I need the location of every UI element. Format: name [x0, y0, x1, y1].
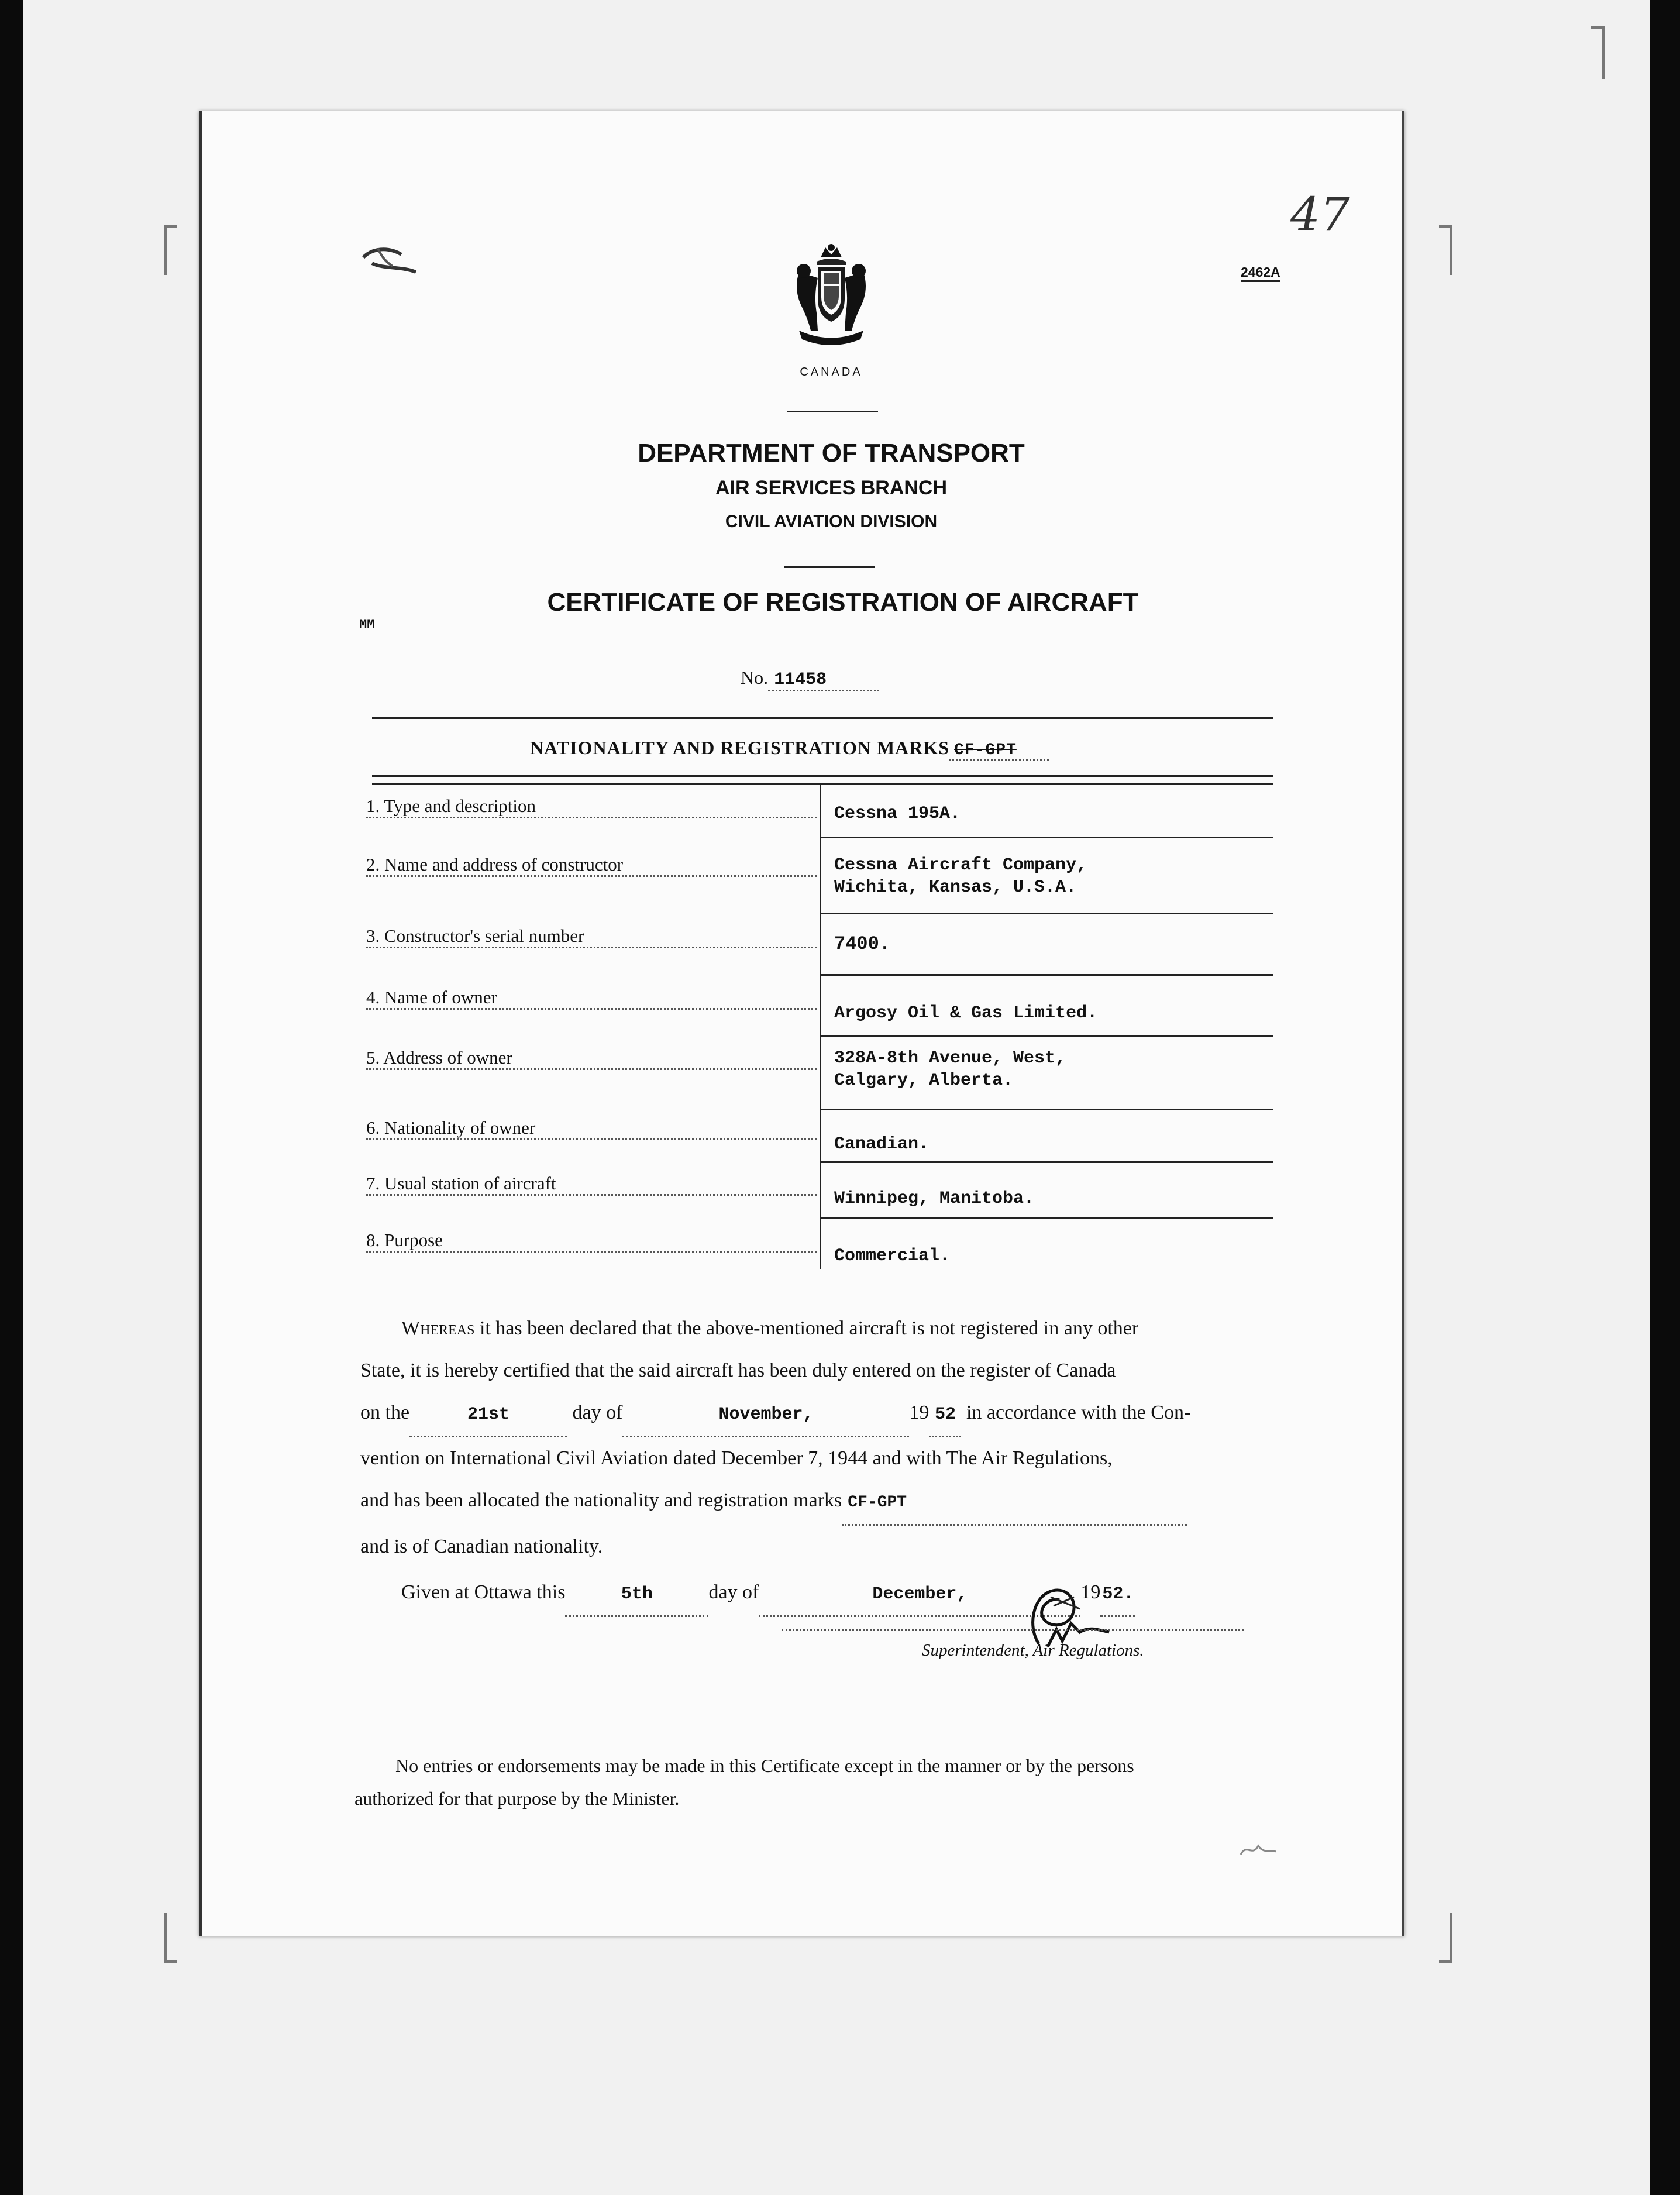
- item-value-7: Winnipeg, Manitoba.: [834, 1189, 1035, 1209]
- item-row-2: [366, 837, 1273, 913]
- certificate-number-field: [741, 667, 879, 691]
- branch-title: AIR SERVICES BRANCH: [715, 477, 948, 499]
- item-label-8: 8. Purpose: [366, 1230, 817, 1253]
- nationality-marks-line: [530, 737, 1049, 761]
- declaration-paragraph: [360, 1308, 1285, 1617]
- ink-stamp-mark: [360, 243, 419, 278]
- declaration-line-3: [360, 1392, 1285, 1437]
- item-label-5: 5. Address of owner: [366, 1047, 817, 1070]
- declaration-line-1: [360, 1308, 1285, 1350]
- declaration-line-5: [360, 1480, 1285, 1526]
- nationality-marks-label: NATIONALITY AND REGISTRATION MARKS: [530, 737, 950, 758]
- certificate-number-value: 11458: [774, 670, 827, 690]
- item-value-6: Canadian.: [834, 1134, 929, 1154]
- item-row-3: [366, 913, 1273, 974]
- signature-line: [782, 1629, 1244, 1631]
- corner-mark-top-right: [1439, 225, 1452, 275]
- given-year-value: 52.: [1102, 1584, 1134, 1604]
- item-row-7: [366, 1161, 1273, 1217]
- item-value-8: Commercial.: [834, 1246, 951, 1266]
- item-value-2b: Wichita, Kansas, U.S.A.: [834, 878, 1077, 897]
- declaration-line-4: vention on International Civil Aviation dated December 7, 1944 and with The Air Regulations,: [360, 1447, 1113, 1469]
- declaration-line-3-text: in accordance with the Con-: [966, 1402, 1191, 1423]
- declaration-line-6: and is of Canadian nationality.: [360, 1536, 603, 1557]
- certificate-number-label: No.: [741, 667, 769, 688]
- page-number: 47: [1290, 187, 1350, 242]
- declaration-whereas: Whereas: [401, 1317, 475, 1339]
- given-day-of: day of: [708, 1581, 759, 1603]
- item-label-3: 3. Constructor's serial number: [366, 926, 817, 948]
- item-row-5: [366, 1035, 1273, 1109]
- given-month-value: December,: [872, 1584, 968, 1604]
- item-row-8: [366, 1217, 1273, 1275]
- item-value-1: Cessna 195A.: [834, 804, 961, 824]
- footer-note-line-1: No entries or endorsements may be made in this Certificate except in the manner or by the persons: [395, 1755, 1134, 1776]
- nationality-marks-value: CF-GPT: [954, 741, 1017, 759]
- item-value-5b: Calgary, Alberta.: [834, 1071, 1014, 1090]
- declaration-line-2: State, it is hereby certified that the said aircraft has been duly entered on the register of Canada: [360, 1360, 1116, 1381]
- divider-lower: [784, 566, 875, 568]
- given-prefix: Given at Ottawa this: [401, 1581, 566, 1603]
- table-top-rule-1: [372, 775, 1273, 777]
- declaration-day-value: 21st: [467, 1405, 510, 1425]
- pencil-mark: [1238, 1837, 1279, 1860]
- item-value-4: Argosy Oil & Gas Limited.: [834, 1003, 1098, 1023]
- item-value-5a: 328A-8th Avenue, West,: [834, 1048, 1066, 1068]
- corner-mark-top-far-right: [1591, 26, 1605, 79]
- corner-mark-top-left: [164, 225, 177, 275]
- item-label-2: 2. Name and address of constructor: [366, 854, 817, 877]
- given-year-prefix: 19: [1080, 1581, 1101, 1603]
- form-number: 2462A: [1241, 264, 1280, 282]
- footer-note: [354, 1749, 1290, 1815]
- declaration-year-prefix: 19: [909, 1402, 929, 1423]
- item-label-4: 4. Name of owner: [366, 987, 817, 1010]
- footer-note-line-2: authorized for that purpose by the Minister.: [354, 1788, 680, 1809]
- item-label-6: 6. Nationality of owner: [366, 1117, 817, 1140]
- department-title: DEPARTMENT OF TRANSPORT: [638, 439, 1025, 467]
- declaration-day-of: day of: [572, 1402, 623, 1423]
- division-title: CIVIL AVIATION DIVISION: [725, 512, 938, 531]
- declaration-year-value: 52: [934, 1405, 956, 1425]
- item-label-1: 1. Type and description: [366, 796, 817, 818]
- declaration-line-5-text: and has been allocated the nationality and registration marks: [360, 1489, 842, 1511]
- given-line: [360, 1571, 1285, 1617]
- divider-upper: [787, 411, 878, 412]
- declaration-month-value: November,: [718, 1405, 814, 1425]
- signature-title: Superintendent, Air Regulations.: [922, 1641, 1144, 1660]
- declaration-marks-value: CF-GPT: [848, 1494, 907, 1512]
- corner-mark-bottom-left: [164, 1913, 177, 1963]
- canada-coat-of-arms-icon: [787, 243, 875, 351]
- item-row-1: [366, 784, 1273, 837]
- top-rule: [372, 717, 1273, 719]
- certificate-title: CERTIFICATE OF REGISTRATION OF AIRCRAFT: [547, 588, 1139, 617]
- item-row-4: [366, 974, 1273, 1035]
- declaration-on-the: on the: [360, 1402, 410, 1423]
- given-day-value: 5th: [621, 1584, 653, 1604]
- certificate-page: [199, 111, 1404, 1936]
- item-label-7: 7. Usual station of aircraft: [366, 1173, 817, 1196]
- item-value-3: 7400.: [834, 933, 891, 955]
- declaration-line-1-text: it has been declared that the above-mentioned aircraft is not registered in any other: [479, 1317, 1139, 1339]
- item-value-2a: Cessna Aircraft Company,: [834, 855, 1087, 875]
- clerk-initials: MM: [359, 617, 375, 632]
- corner-mark-bottom-right: [1439, 1913, 1452, 1963]
- item-row-6: [366, 1109, 1273, 1161]
- coat-of-arms-caption: CANADA: [800, 366, 863, 379]
